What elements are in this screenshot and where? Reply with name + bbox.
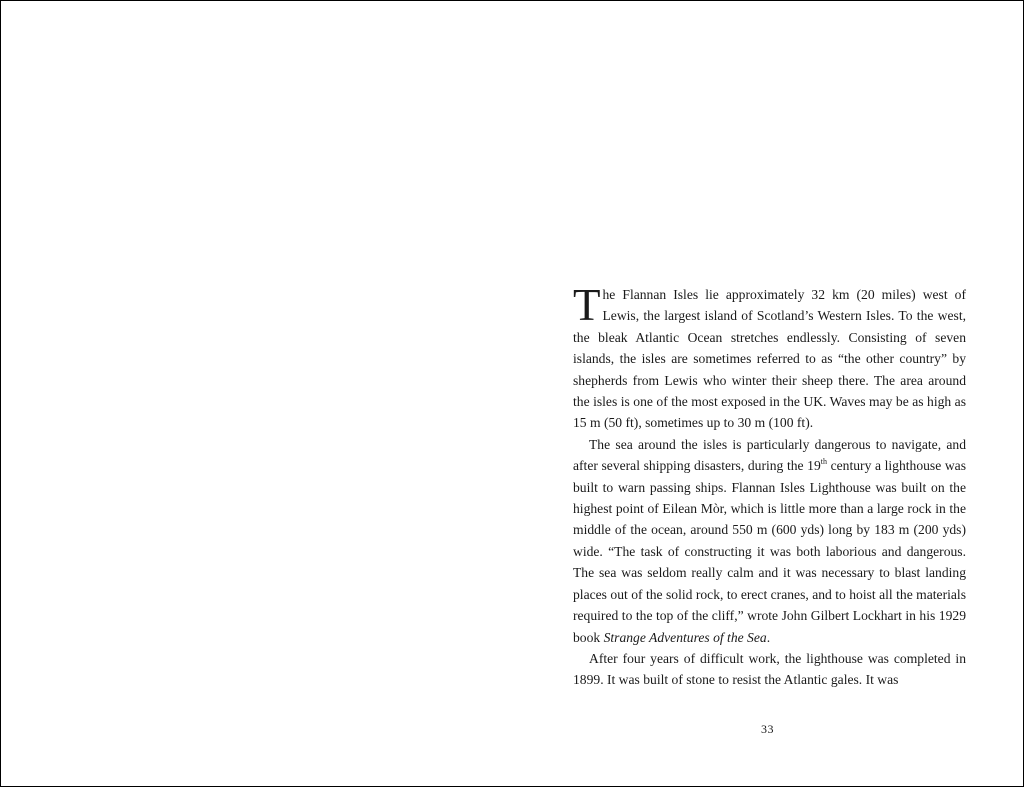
book-title-italic: Strange Adventures of the Sea [603,629,767,645]
left-page-blank [1,1,512,786]
paragraph-1-text: he Flannan Isles lie approximately 32 km (20 miles) west of Lewis, the largest island of Scotland’s Western Isles. To the west, the bleak Atlantic Ocean stretches endlessly. Consisting of seven islands, the isles are sometimes referred to as “the other country” by shepherds from Lewis who winter their sheep there. The area around the isles is one of the most exposed in the UK. Waves may be as high as 15 m (50 ft), sometimes up to 30 m (100 ft). [573,287,966,431]
paragraph-2-text-b: century a lighthouse was built to warn passing ships. Flannan Isles Lighthouse was built on the highest point of Eilean Mòr, which is little more than a large rock in the middle of the ocean, around 550 m (600 yds) long by 183 m (200 yds) wide. “The task of constructing it was both laborious and dangerous. The sea was seldom really calm and it was necessary to blast landing places out of the solid rock, to erect cranes, and to hoist all the materials required to the top of the cliff,” wrote John Gilbert Lockhart in his 1929 book [573,458,966,645]
paragraph-2 [573,434,966,648]
right-page [512,1,1023,786]
paragraph-2-text-c: . [766,629,771,645]
paragraph-3-text: After four years of difficult work, the lighthouse was completed in 1899. It was built of stone to resist the Atlantic gales. It was [573,650,966,688]
paragraph-1 [573,280,966,434]
paragraph-3 [573,648,966,691]
drop-cap: T [573,280,601,330]
page-number: 33 [761,722,774,736]
body-text [573,280,966,691]
ordinal-superscript: th [820,457,827,467]
paragraph-2-text-a: The sea around the isles is particularly dangerous to navigate, and after several shipping disasters, during the 19 [573,436,966,474]
